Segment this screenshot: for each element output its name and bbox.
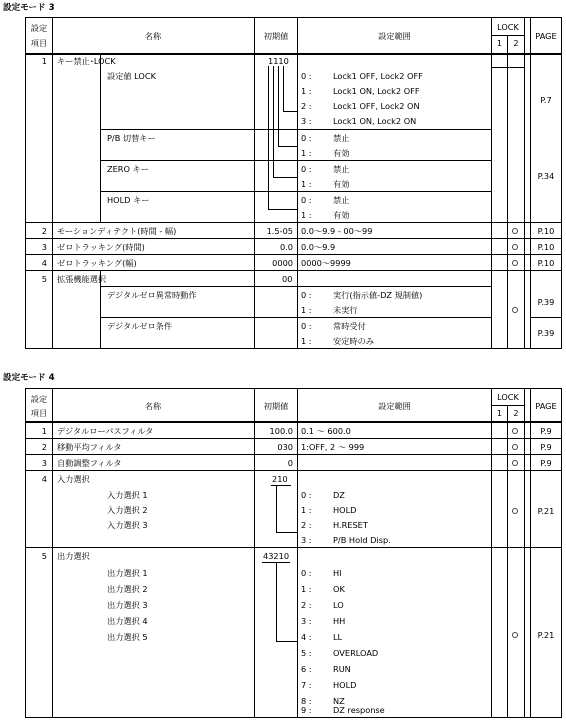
row-number: 2 [41, 442, 47, 452]
row-number: 1 [41, 426, 47, 436]
option-value: HI [333, 568, 342, 578]
option-key: 1 : [301, 305, 312, 315]
initial-value: 0000 [272, 258, 293, 268]
initial-value: 00 [282, 274, 293, 284]
row-name: キー禁止･LOCK [57, 56, 116, 66]
sub-label: 設定値 LOCK [107, 71, 156, 81]
row-number: 5 [41, 551, 47, 561]
option-key: 7 : [301, 680, 312, 690]
option-key: 5 : [301, 648, 312, 658]
initial-value: 030 [277, 442, 293, 452]
lock2-mark [512, 632, 518, 638]
row-number: 5 [41, 274, 47, 284]
option-key: 1 : [301, 336, 312, 346]
initial-value: 1110 [268, 56, 289, 66]
range-value: 0.0～9.9 ‐ 00～99 [301, 226, 373, 236]
option-key: 3 : [301, 535, 312, 545]
option-value: LO [333, 600, 344, 610]
initial-value: 0.0 [279, 242, 293, 252]
option-value: 未実行 [333, 305, 358, 315]
range-value: 0000～9999 [301, 258, 351, 268]
lock2-mark [512, 228, 518, 234]
row-name: 出力選択 [57, 551, 90, 561]
sub-label: デジタルゼロ条件 [107, 321, 173, 331]
option-key: 0 : [301, 164, 312, 174]
option-value: 常時受付 [333, 321, 366, 331]
option-key: 2 : [301, 101, 312, 111]
row-name: 移動平均フィルタ [57, 442, 122, 452]
sub-label: ZERO キー [107, 164, 149, 174]
option-key: 3 : [301, 116, 312, 126]
row-number: 1 [41, 56, 47, 66]
mode3-title: 設定モード 3 [3, 3, 55, 13]
option-value: OVERLOAD [333, 648, 379, 658]
page-ref: P.10 [537, 242, 555, 252]
option-value: OK [333, 584, 345, 594]
row-name: ゼロトラッキング(幅) [57, 258, 137, 268]
option-value: 実行(指示値-DZ 規制値) [333, 290, 423, 300]
page-ref: P.10 [537, 226, 555, 236]
lock2-mark [512, 444, 518, 450]
header-item-line2: 項目 [30, 408, 48, 418]
initial-value: 210 [272, 474, 288, 484]
row-name: モーションディテクト(時間 ‐ 幅) [57, 226, 177, 236]
option-key: 6 : [301, 664, 312, 674]
header-item-line2: 項目 [30, 38, 48, 48]
option-key: 4 : [301, 632, 312, 642]
header-item-line1: 設定 [30, 394, 48, 404]
page-ref: P.21 [537, 506, 555, 516]
lock2-mark [512, 428, 518, 434]
page-ref: P.39 [537, 297, 555, 307]
page-ref: P.9 [540, 458, 552, 468]
option-key: 0 : [301, 133, 312, 143]
option-value: RUN [333, 664, 351, 674]
option-value: DZ response [333, 705, 385, 715]
mode4-title: 設定モード 4 [3, 373, 55, 383]
option-value: Lock1 OFF, Lock2 ON [333, 101, 420, 111]
initial-value: 1.5-05 [266, 226, 293, 236]
row-name: ゼロトラッキング(時間) [57, 242, 145, 252]
option-key: 0 : [301, 290, 312, 300]
header-initial: 初期値 [263, 31, 289, 41]
sub-label: 出力選択 2 [107, 584, 148, 594]
header-name: 名称 [144, 401, 162, 411]
header-range: 設定範囲 [378, 401, 411, 411]
option-key: 0 : [301, 568, 312, 578]
option-key: 0 : [301, 71, 312, 81]
sub-label: 入力選択 2 [107, 505, 148, 515]
header-name: 名称 [144, 31, 162, 41]
option-value: Lock1 ON, Lock2 OFF [333, 86, 420, 96]
option-key: 1 : [301, 584, 312, 594]
range-value: 0.0～9.9 [301, 242, 336, 252]
header-lock1: 1 [496, 408, 503, 418]
row-number: 3 [41, 242, 47, 252]
option-key: 8 : [301, 696, 312, 706]
option-key: 0 : [301, 490, 312, 500]
option-value: NZ [333, 696, 345, 706]
range-value: 1:OFF, 2 ～ 999 [301, 442, 365, 452]
option-key: 9 : [301, 705, 312, 715]
sub-label: 出力選択 4 [107, 616, 148, 626]
option-key: 1 : [301, 179, 312, 189]
initial-value: 0 [287, 458, 293, 468]
option-value: P/B Hold Disp. [333, 535, 391, 545]
option-value: 有効 [333, 210, 350, 220]
initial-value: 100.0 [269, 426, 293, 436]
initial-value: 43210 [263, 551, 290, 561]
option-key: 2 : [301, 520, 312, 530]
option-value: Lock1 OFF, Lock2 OFF [333, 71, 423, 81]
header-lock1: 1 [496, 38, 503, 48]
option-value: 安定時のみ [333, 336, 374, 346]
row-name: 入力選択 [57, 474, 90, 484]
row-name: 自動調整フィルタ [57, 458, 122, 468]
page-ref: P.9 [540, 426, 552, 436]
row-name: 拡張機能選択 [57, 274, 107, 284]
option-value: 禁止 [333, 195, 350, 205]
row-number: 3 [41, 458, 47, 468]
row-number: 2 [41, 226, 47, 236]
header-lock: LOCK [497, 22, 519, 32]
sub-label: P/B 切替キー [107, 133, 156, 143]
header-initial: 初期値 [263, 401, 289, 411]
sub-label: HOLD キー [107, 195, 150, 205]
sub-label: 出力選択 5 [107, 632, 148, 642]
header-page: PAGE [535, 31, 557, 41]
page-ref: P.39 [537, 328, 555, 338]
lock2-mark [512, 508, 518, 514]
option-value: DZ [333, 490, 345, 500]
option-value: HH [333, 616, 346, 626]
header-item-line1: 設定 [30, 23, 48, 33]
range-value: 0.1 ～ 600.0 [301, 426, 351, 436]
lock2-mark [512, 307, 518, 313]
option-value: HOLD [333, 505, 357, 515]
option-key: 0 : [301, 321, 312, 331]
option-value: 有効 [333, 179, 350, 189]
page-ref: P.21 [537, 630, 555, 640]
sub-label: デジタルゼロ異常時動作 [107, 290, 197, 300]
option-value: HOLD [333, 680, 357, 690]
row-number: 4 [41, 258, 47, 268]
sub-label: 入力選択 1 [107, 490, 148, 500]
sub-label: 入力選択 3 [107, 520, 148, 530]
header-page: PAGE [535, 401, 557, 411]
header-range: 設定範囲 [378, 31, 411, 41]
option-key: 1 : [301, 505, 312, 515]
option-value: LL [333, 632, 343, 642]
option-key: 2 : [301, 600, 312, 610]
sub-label: 出力選択 3 [107, 600, 148, 610]
sub-label: 出力選択 1 [107, 568, 148, 578]
option-key: 1 : [301, 148, 312, 158]
row-number: 4 [41, 474, 47, 484]
page-ref: P.10 [537, 258, 555, 268]
option-key: 1 : [301, 86, 312, 96]
option-key: 3 : [301, 616, 312, 626]
lock2-mark [512, 244, 518, 250]
page-ref: P.7 [540, 95, 552, 105]
header-lock2: 2 [513, 38, 519, 48]
option-value: 有効 [333, 148, 350, 158]
header-lock: LOCK [497, 392, 519, 402]
option-key: 1 : [301, 210, 312, 220]
row-name: デジタルローパスフィルタ [57, 426, 154, 436]
page-ref: P.34 [537, 171, 555, 181]
option-value: Lock1 ON, Lock2 ON [333, 116, 417, 126]
header-lock2: 2 [513, 408, 519, 418]
page-ref: P.9 [540, 442, 552, 452]
option-value: 禁止 [333, 164, 350, 174]
lock2-mark [512, 460, 518, 466]
lock2-mark [512, 260, 518, 266]
option-value: 禁止 [333, 133, 350, 143]
option-key: 0 : [301, 195, 312, 205]
option-value: H.RESET [333, 520, 368, 530]
